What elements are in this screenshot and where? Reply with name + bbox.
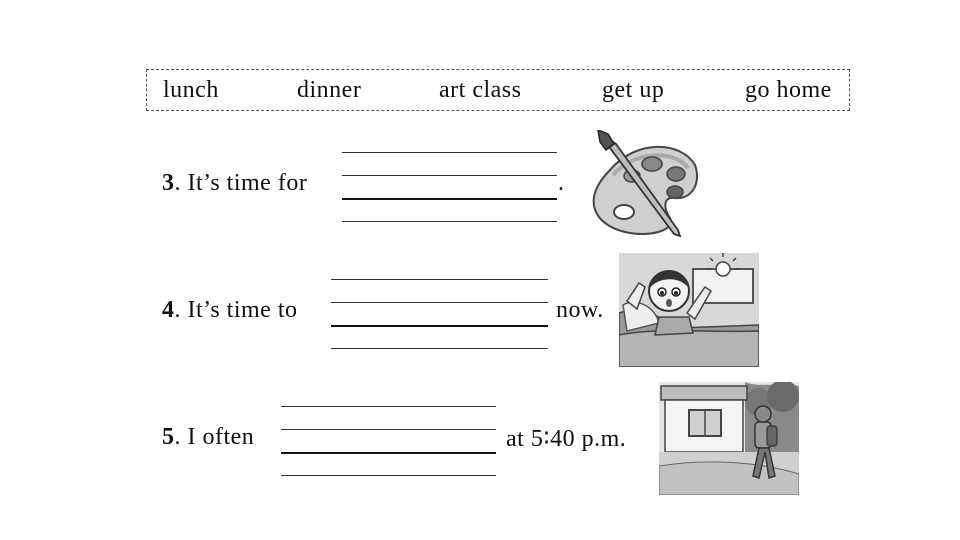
boy-walking-home-icon bbox=[659, 382, 799, 495]
question-3-text bbox=[162, 170, 307, 197]
word-bank-item-lunch: lunch bbox=[163, 77, 219, 103]
word-bank-item-dinner: dinner bbox=[297, 77, 362, 103]
question-4-text bbox=[162, 297, 298, 324]
girl-waking-up-icon bbox=[619, 253, 759, 367]
question-number: 3 bbox=[162, 170, 175, 196]
question-number: 4 bbox=[162, 297, 175, 323]
question-prompt: . It’s time to bbox=[174, 297, 298, 323]
question-prompt: . I often bbox=[174, 424, 255, 450]
question-4-ending: now. bbox=[556, 297, 604, 323]
question-number: 5 bbox=[162, 424, 175, 450]
word-bank-item-art-class: art class bbox=[439, 77, 522, 103]
question-5-ending: at 5∶40 p.m. bbox=[506, 426, 627, 452]
question-prompt: . It’s time for bbox=[174, 170, 308, 196]
question-5-text bbox=[162, 424, 254, 451]
word-bank bbox=[146, 69, 850, 111]
paint-palette-icon bbox=[580, 130, 704, 242]
word-bank-item-go-home: go home bbox=[745, 77, 832, 103]
question-3-ending: . bbox=[558, 170, 565, 196]
word-bank-item-get-up: get up bbox=[602, 77, 665, 103]
